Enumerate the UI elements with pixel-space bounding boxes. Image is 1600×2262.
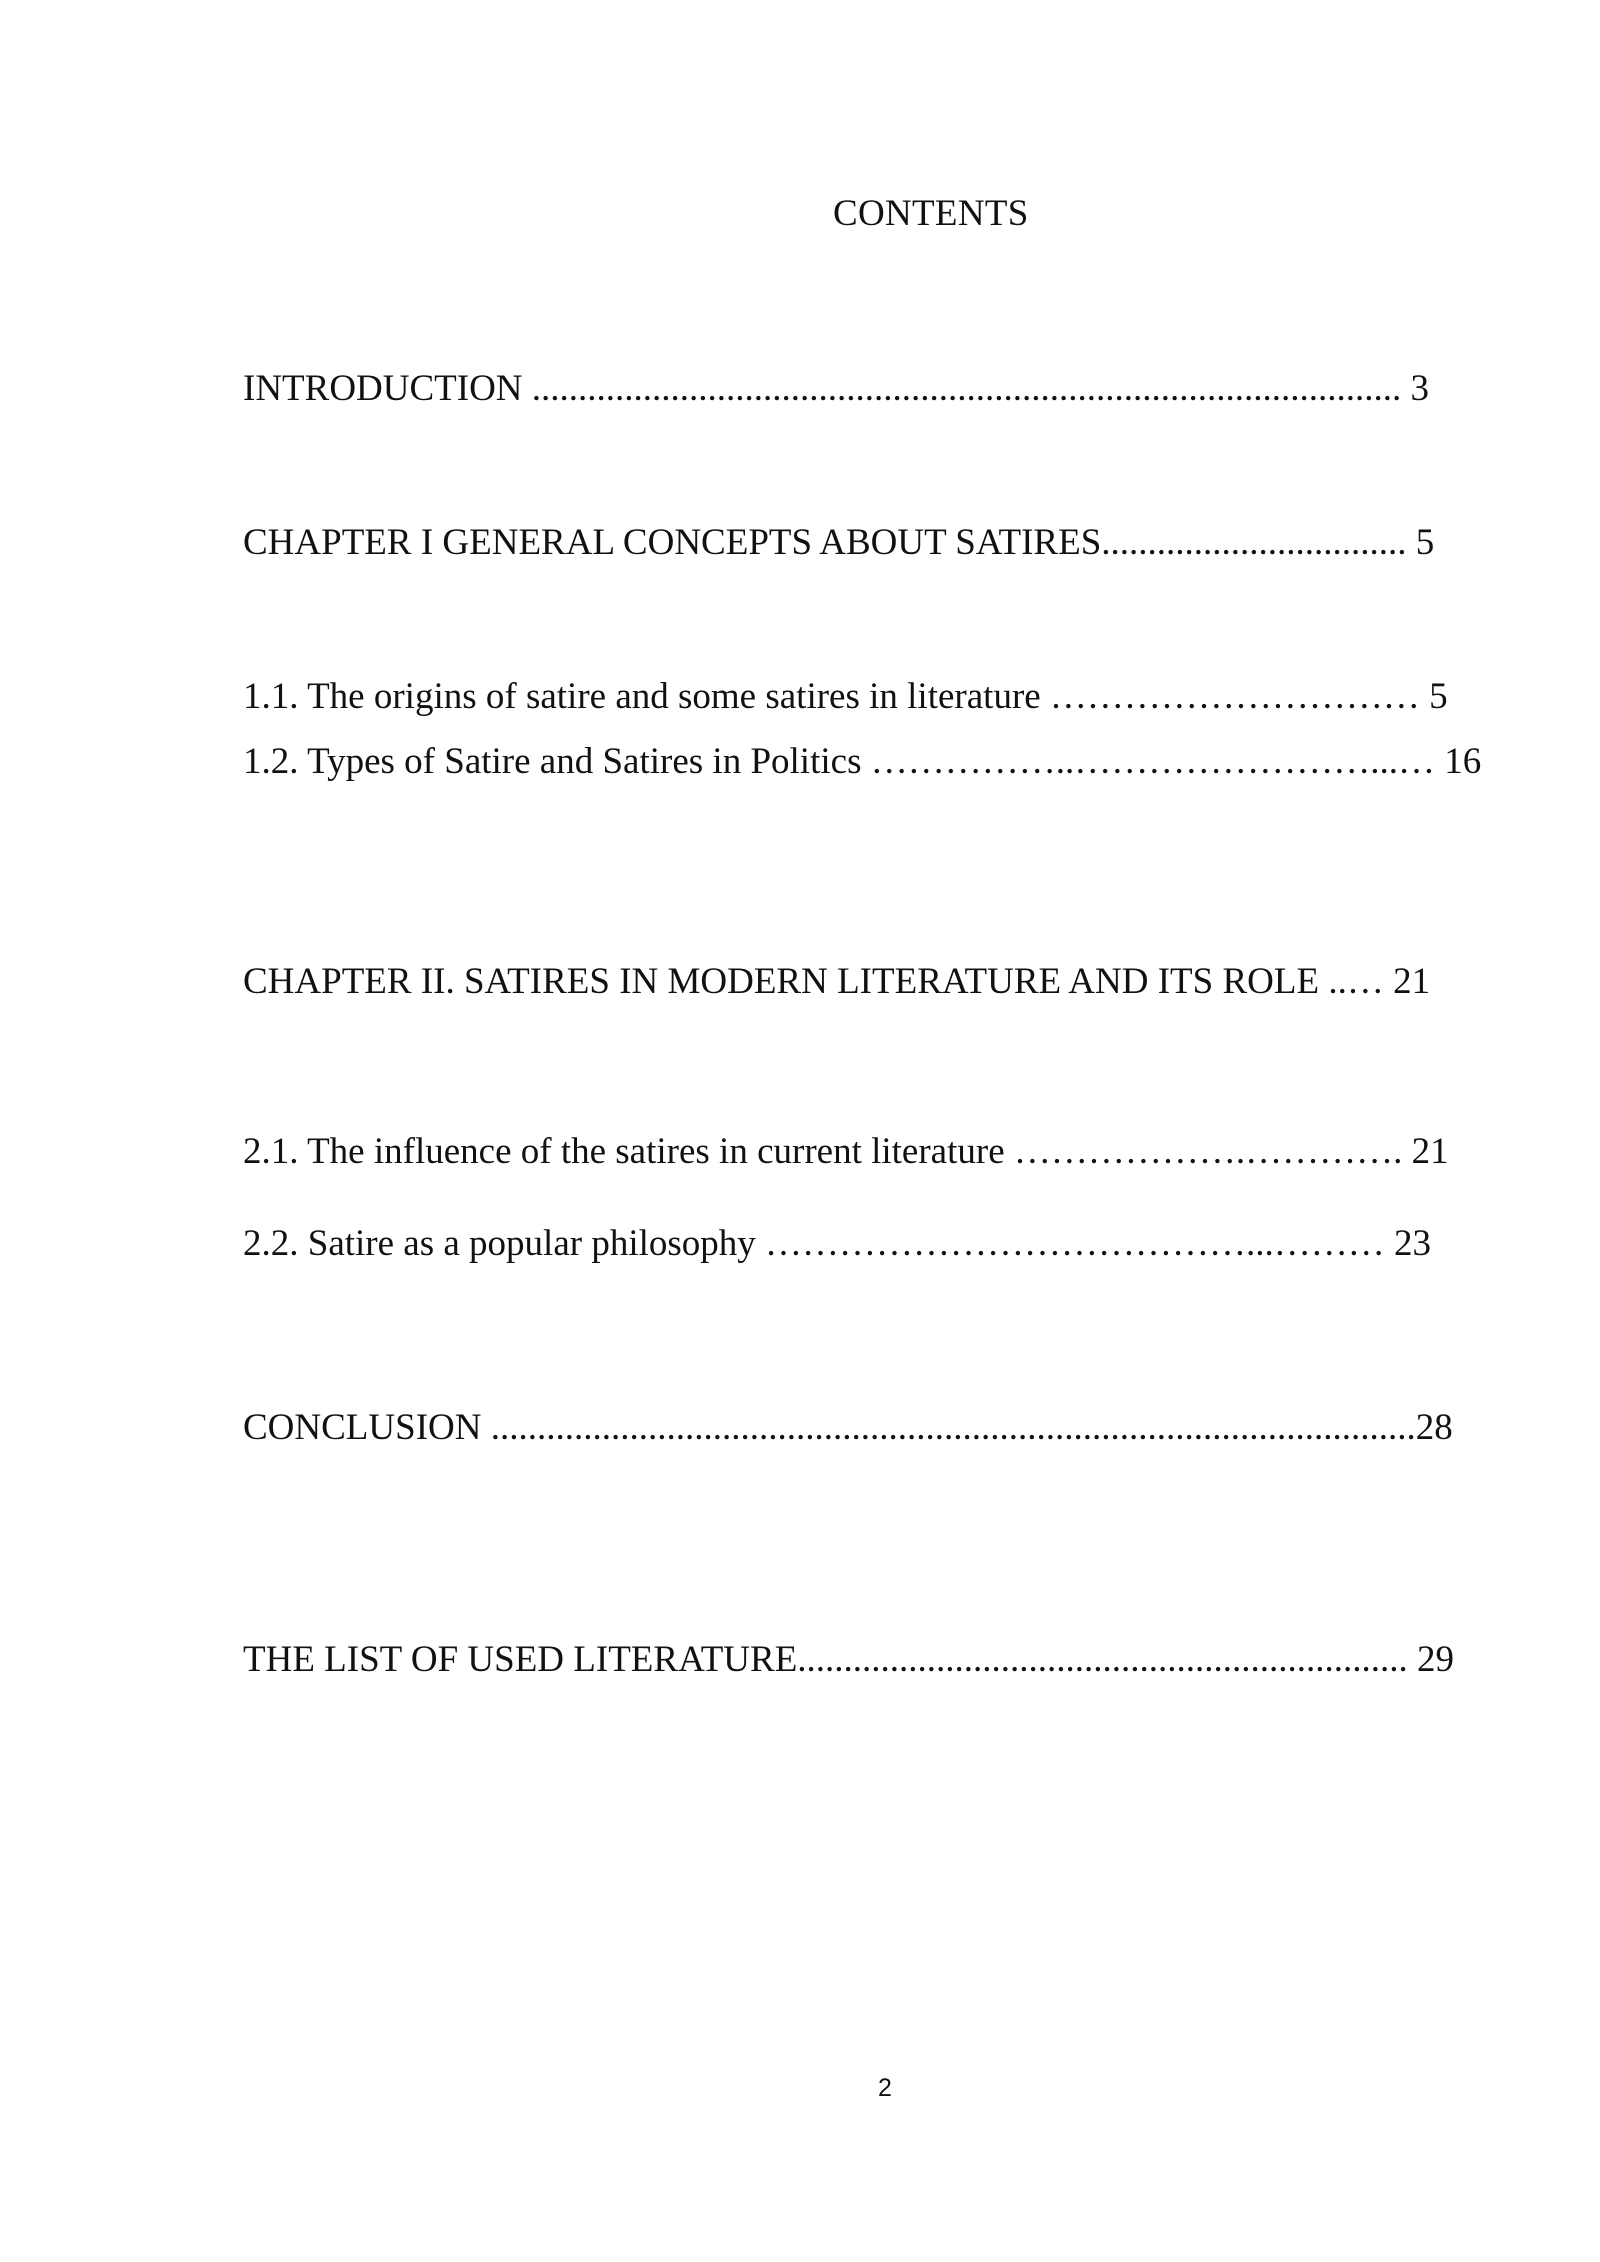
toc-entry-conclusion: CONCLUSION ....................................................................................................28 [243, 1407, 1453, 1448]
toc-entry-section-2-1: 2.1. The influence of the satires in current literature ……………….…………. 21 [243, 1131, 1449, 1172]
toc-entry-literature-list: THE LIST OF USED LITERATURE.................................................................. 29 [243, 1639, 1455, 1680]
toc-entry-section-1-1: 1.1. The origins of satire and some satires in literature ………………………… 5 [243, 676, 1448, 717]
toc-entry-chapter-1: CHAPTER I GENERAL CONCEPTS ABOUT SATIRES................................. 5 [243, 522, 1435, 563]
contents-heading: CONTENTS [833, 193, 1029, 234]
toc-entry-introduction: INTRODUCTION .............................................................................................. 3 [243, 368, 1430, 409]
toc-entry-chapter-2: CHAPTER II. SATIRES IN MODERN LITERATURE AND ITS ROLE ..… 21 [243, 961, 1431, 1002]
toc-entry-section-1-2: 1.2. Types of Satire and Satires in Politics ……………..……………………...… 16 [243, 741, 1482, 782]
toc-entry-section-2-2: 2.2. Satire as a popular philosophy …………………………………...……… 23 [243, 1223, 1432, 1264]
page-number: 2 [878, 2074, 892, 2102]
